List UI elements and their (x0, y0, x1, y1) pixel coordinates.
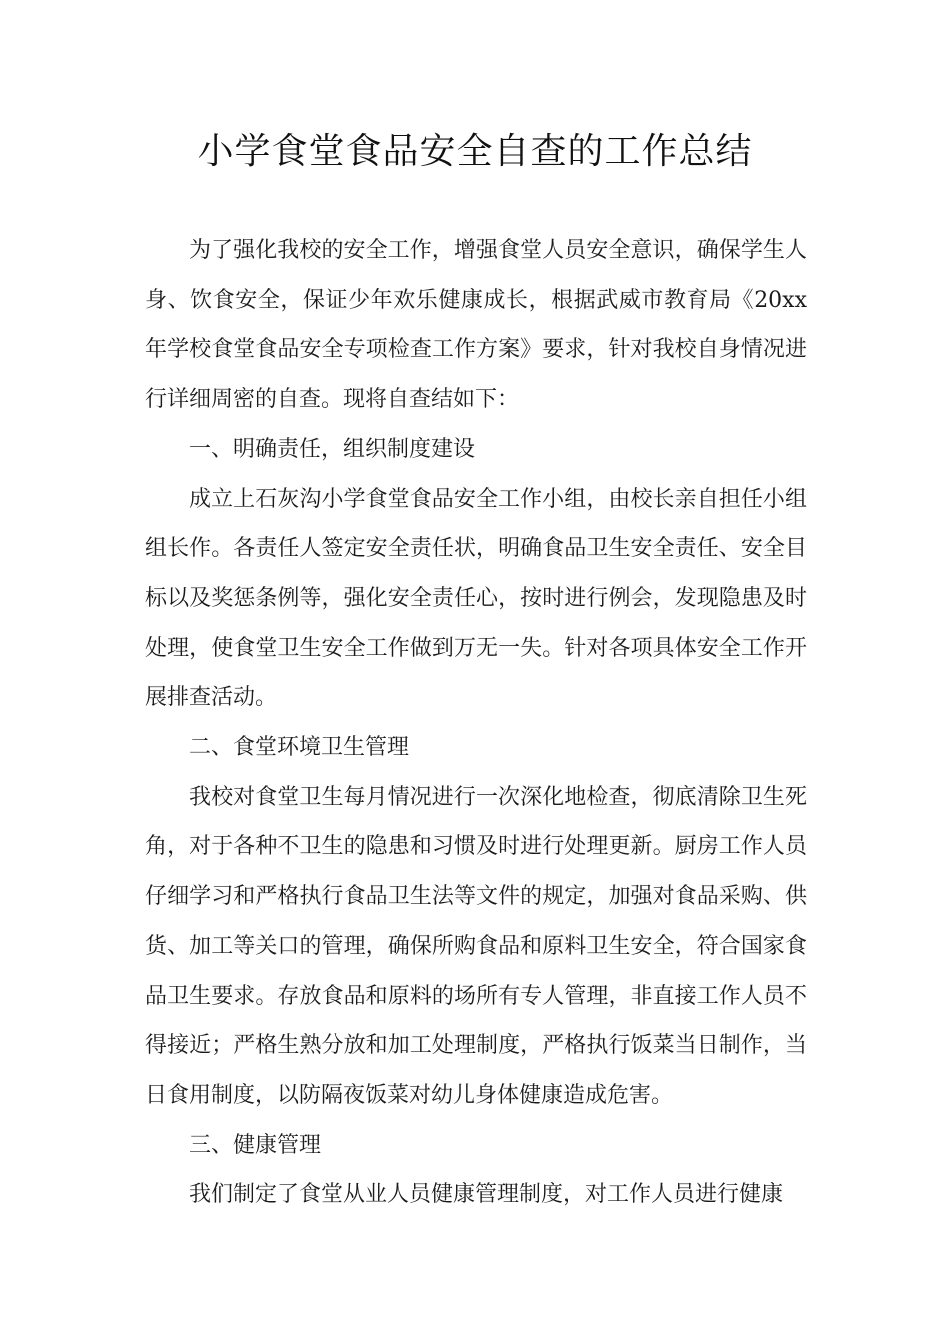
paragraph-hygiene: 我校对食堂卫生每月情况进行一次深化地检查，彻底清除卫生死角，对于各种不卫生的隐患和习惯及时进行处理更新。厨房工作人员仔细学习和严格执行食品卫生法等文件的规定，加强对食品采购、供货、加工等关口的管理，确保所购食品和原料卫生安全，符合国家食品卫生要求。存放食品和原料的场所有专人管理，非直接工作人员不得接近；严格生熟分放和加工处理制度，严格执行饭菜当日制作，当日食用制度，以防隔夜饭菜对幼儿身体健康造成危害。 (145, 784, 807, 1108)
document-title: 小学食堂食品安全自查的工作总结 (197, 131, 753, 172)
document-body (145, 226, 807, 1220)
section-heading-1: 一、明确责任，组织制度建设 (189, 436, 476, 462)
section-heading-2: 二、食堂环境卫生管理 (189, 735, 410, 761)
paragraph-intro: 为了强化我校的安全工作，增强食堂人员安全意识，确保学生人身、饮食安全，保证少年欢乐健康成长，根据武威市教育局《20xx年学校食堂食品安全专项检查工作方案》要求，针对我校自身情况进行详细周密的自查。现将自查结如下： (145, 238, 807, 413)
paragraph-health: 我们制定了食堂从业人员健康管理制度，对工作人员进行健康 (189, 1182, 784, 1208)
paragraph-responsibility: 成立上石灰沟小学食堂食品安全工作小组，由校长亲自担任小组组长作。各责任人签定安全责任状，明确食品卫生安全责任、安全目标以及奖惩条例等，强化安全责任心，按时进行例会，发现隐患及时处理，使食堂卫生安全工作做到万无一失。针对各项具体安全工作开展排查活动。 (145, 486, 807, 711)
section-heading-3: 三、健康管理 (189, 1132, 322, 1158)
